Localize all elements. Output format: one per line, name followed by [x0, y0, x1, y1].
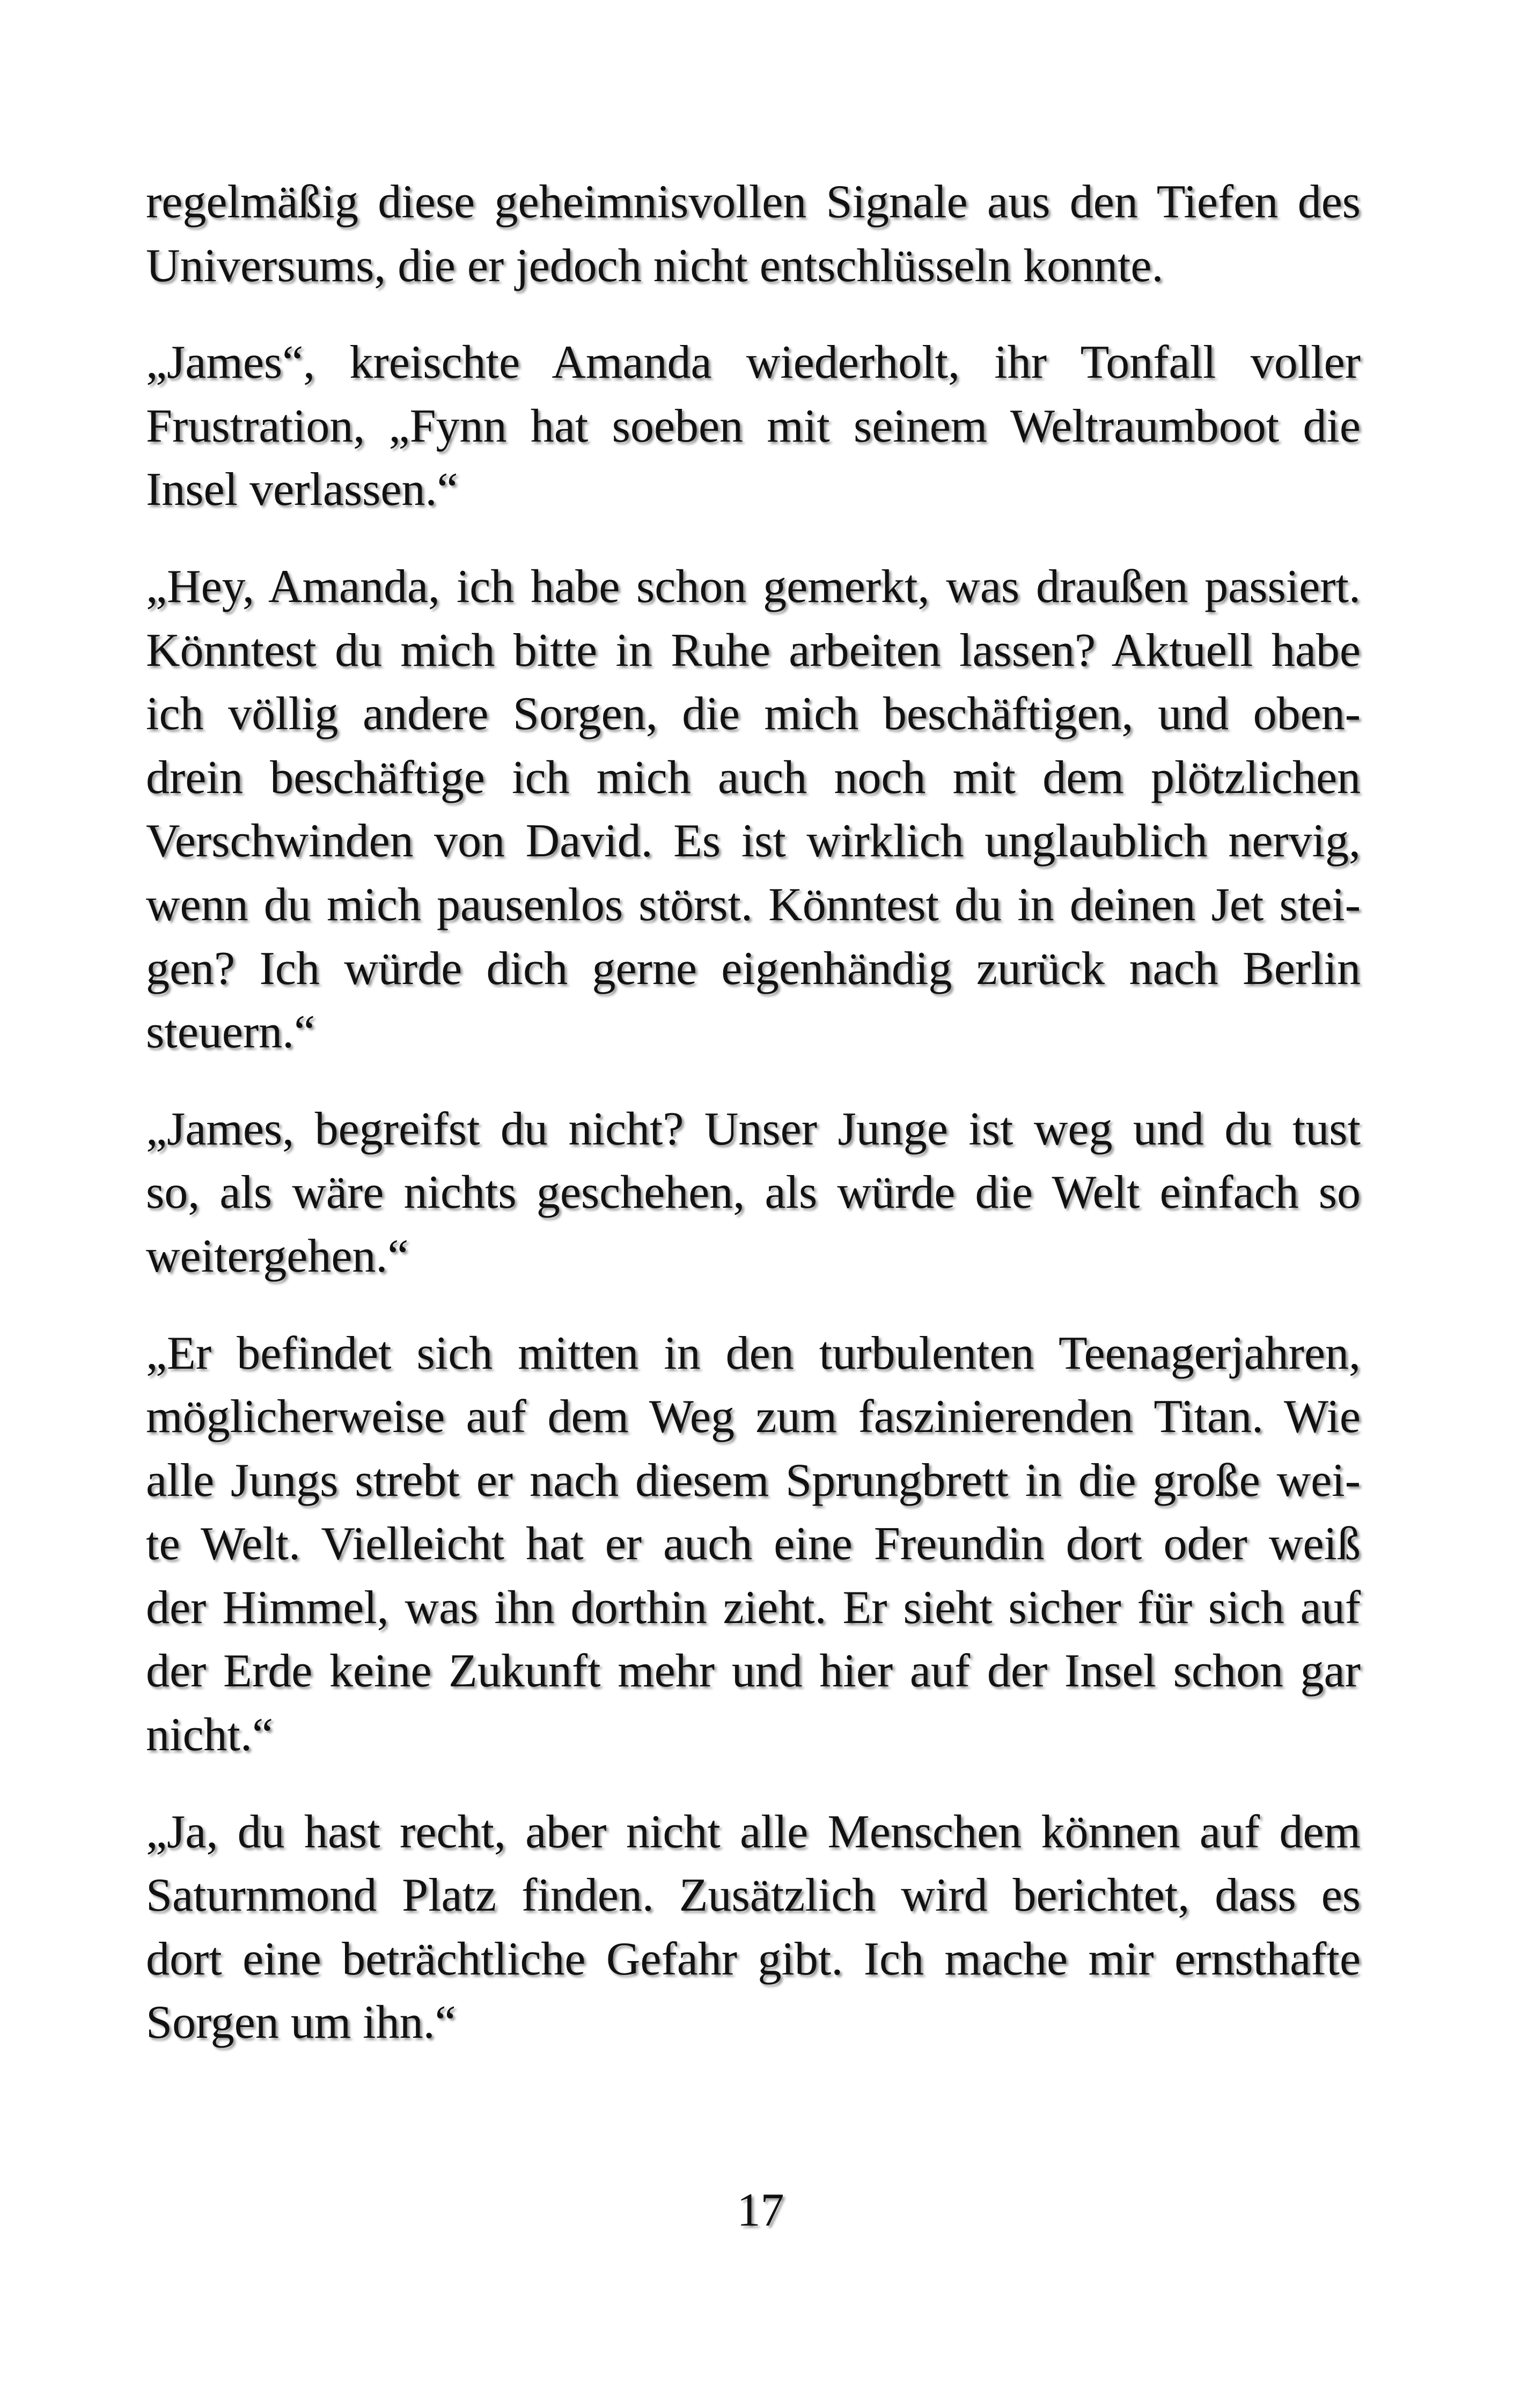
text-line: Saturnmond Platz finden. Zusätzlich wird berichtet, dass es — [146, 1869, 1361, 1922]
text-line: te Welt. Vielleicht hat er auch eine Freundin dort oder weiß — [146, 1518, 1361, 1570]
text-line: wenn du mich pausenlos störst. Könntest du in deinen Jet stei- — [146, 878, 1361, 931]
text-line: Sorgen um ihn.“ — [146, 1996, 456, 2049]
text-line: weitergehen.“ — [146, 1230, 409, 1282]
body-text — [146, 171, 1361, 2088]
paragraph-4 — [146, 1098, 1361, 1289]
text-line: nicht.“ — [146, 1709, 274, 1761]
paragraph-5 — [146, 1322, 1361, 1767]
text-line: steuern.“ — [146, 1006, 315, 1059]
text-line: so, als wäre nichts geschehen, als würde die Welt einfach so — [146, 1166, 1361, 1219]
text-line: Verschwinden von David. Es ist wirklich unglaublich nervig, — [146, 815, 1361, 868]
text-line: regelmäßig diese geheimnisvollen Signale aus den Tiefen des — [146, 176, 1361, 228]
paragraph-2 — [146, 331, 1361, 522]
text-line: „James“, kreischte Amanda wiederholt, ihr Tonfall voller — [146, 336, 1361, 389]
text-line: der Himmel, was ihn dorthin zieht. Er sieht sicher für sich auf — [146, 1581, 1361, 1634]
page-number: 17 — [737, 2184, 784, 2236]
text-line: „Ja, du hast recht, aber nicht alle Menschen können auf dem — [146, 1805, 1361, 1858]
text-line: möglicherweise auf dem Weg zum faszinierenden Titan. Wie — [146, 1391, 1361, 1443]
text-line: drein beschäftige ich mich auch noch mit dem plötzlichen — [146, 751, 1361, 804]
text-line: dort eine beträchtliche Gefahr gibt. Ich mache mir ernsthafte — [146, 1933, 1361, 1985]
text-line: der Erde keine Zukunft mehr und hier auf der Insel schon gar — [146, 1645, 1361, 1698]
text-line: „Er befindet sich mitten in den turbulenten Teenagerjahren, — [146, 1327, 1361, 1379]
paragraph-1 — [146, 171, 1361, 298]
text-line: alle Jungs strebt er nach diesem Sprungbrett in die große wei- — [146, 1454, 1361, 1507]
text-line: Universums, die er jedoch nicht entschlüsseln konnte. — [146, 239, 1164, 292]
text-line: Frustration, „Fynn hat soeben mit seinem Weltraumboot die — [146, 400, 1361, 452]
paragraph-3 — [146, 555, 1361, 1064]
text-line: „Hey, Amanda, ich habe schon gemerkt, was draußen passiert. — [146, 560, 1361, 613]
paragraph-6 — [146, 1801, 1361, 2055]
text-line: ich völlig andere Sorgen, die mich beschäftigen, und oben- — [146, 688, 1361, 740]
text-line: Könntest du mich bitte in Ruhe arbeiten lassen? Aktuell habe — [146, 624, 1361, 677]
text-line: gen? Ich würde dich gerne eigenhändig zurück nach Berlin — [146, 942, 1361, 995]
text-line: „James, begreifst du nicht? Unser Junge ist weg und du tust — [146, 1103, 1361, 1155]
text-line: Insel verlassen.“ — [146, 464, 458, 516]
